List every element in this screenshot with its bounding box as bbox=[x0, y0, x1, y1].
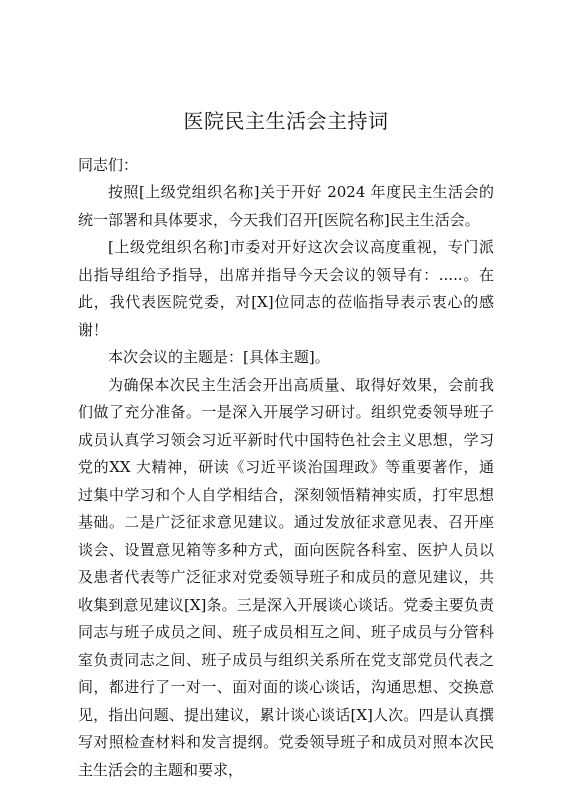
paragraph-guidance-thanks: [上级党组织名称]市委对开好这次会议高度重视，专门派出指导组给予指导，出席并指导今天会议的领导有：.....。在此，我代表医院党委，对[X]位同志的莅临指导表示衷心的感谢！ bbox=[78, 238, 494, 339]
greeting-line: 同志们： bbox=[78, 156, 139, 174]
document-body bbox=[78, 104, 494, 784]
paragraph-preparation: 为确保本次民主生活会开出高质量、取得好效果，会前我们做了充分准备。一是深入开展学习研讨。组织党委领导班子成员认真学习领会习近平新时代中国特色社会主义思想，学习党的XX 大精神，研读《习近平谈治国理政》等重要著作，通过集中学习和个人自学相结合，深刻领悟精神实质，打牢思想基础。二是广泛征求意见建议。通过发放征求意见表、召开座谈会、设置意见箱等多种方式，面向医院各科室、医护人员以及患者代表等广泛征求对党委领导班子和成员的意见建议，共收集到意见建议[X]条。三是深入开展谈心谈话。党委主要负责同志与班子成员之间、班子成员相互之间、班子成员与分管科室负责同志之间、班子成员与组织关系所在党支部党员代表之间，都进行了一对一、面对面的谈心谈话，沟通思想、交换意见，指出问题、提出建议，累计谈心谈话[X]人次。四是认真撰写对照检查材料和发言提纲。党委领导班子和成员对照本次民主生活会的主题和要求， bbox=[78, 375, 494, 779]
paragraph-theme: 本次会议的主题是：[具体主题]。 bbox=[108, 348, 330, 366]
document-title: 医院民主生活会主持词 bbox=[183, 109, 389, 133]
paragraph-arrangement: 按照[上级党组织名称]关于开好 2024 年度民主生活会的统一部署和具体要求，今天我们召开[医院名称]民主生活会。 bbox=[78, 183, 494, 229]
